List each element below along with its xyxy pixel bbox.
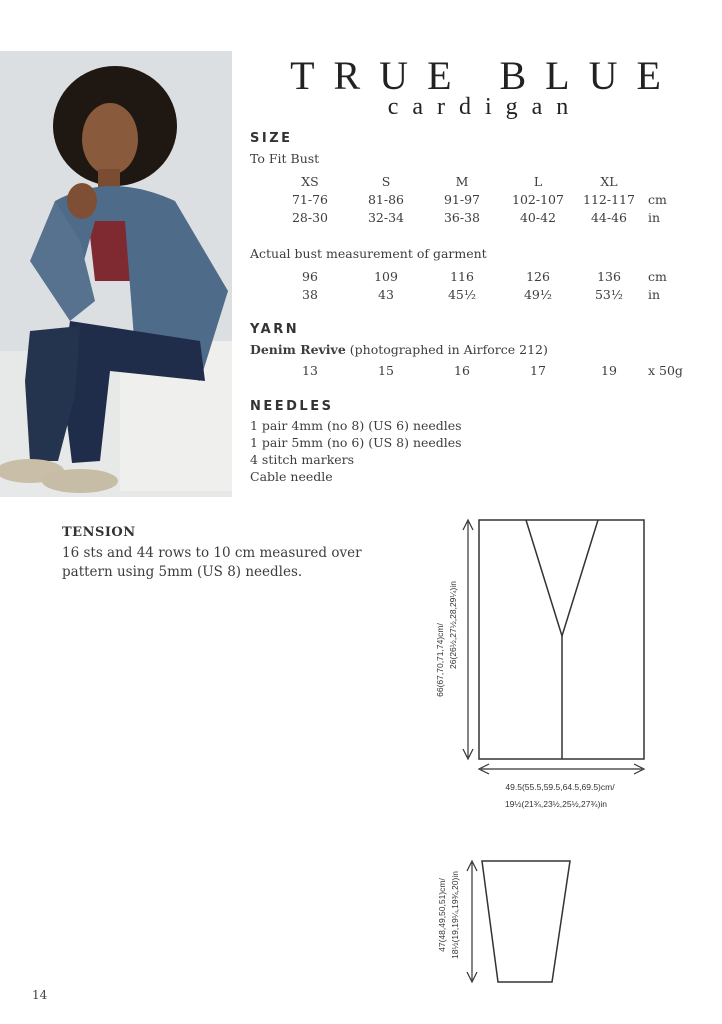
bust-in: 32-34 (367, 210, 405, 225)
bust-in: 36-38 (443, 210, 481, 225)
actual-cm: 126 (526, 269, 550, 284)
yarn-note: (photographed in Airforce 212) (349, 342, 548, 357)
needles-heading: NEEDLES (250, 399, 334, 414)
unit-in: in (648, 210, 661, 225)
size-label: M (455, 174, 469, 189)
front-opening-line (526, 520, 598, 636)
tension-heading: TENSION (62, 525, 136, 540)
bust-cm: 112-117 (583, 192, 635, 207)
tension-text: 16 sts and 44 rows to 10 cm measured over pattern using 5mm (US 8) needles. (62, 545, 362, 580)
size-label: XS (301, 174, 319, 189)
yarn-qty: 19 (601, 363, 617, 378)
actual-in: 38 (302, 287, 318, 302)
pattern-title: TRUE BLUE (290, 53, 680, 98)
sleeve-height-cm: 47(48,49,50,51)cm/ (437, 878, 447, 952)
size-label: S (381, 174, 391, 189)
bust-cm: 102-107 (512, 192, 564, 207)
yarn-heading: YARN (250, 322, 300, 337)
actual-cm: 136 (597, 269, 621, 284)
page-number: 14 (32, 988, 48, 1002)
fit-bust-label: To Fit Bust (250, 151, 320, 166)
actual-in: 43 (378, 287, 394, 302)
sleeve-outline (482, 861, 570, 982)
body-height-cm: 66(67,70,71,74)cm/ (435, 623, 445, 697)
yarn-qty: 16 (454, 363, 470, 378)
actual-cm: 109 (374, 269, 398, 284)
body-width-cm: 49.5(55.5,59.5,64.5,69.5)cm/ (505, 782, 615, 792)
unit-in: in (648, 287, 661, 302)
yarn-qty: 17 (530, 363, 546, 378)
needle-item: 1 pair 5mm (no 6) (US 8) needles (250, 435, 462, 450)
sleeve-height-in: 18½(19,19¼,19¾,20)in (450, 871, 460, 959)
bust-cm: 71-76 (291, 192, 329, 207)
pattern-subtitle: cardigan (387, 94, 583, 120)
actual-in: 49½ (523, 287, 553, 302)
bust-cm: 91-97 (443, 192, 481, 207)
actual-cm: 96 (302, 269, 318, 284)
yarn-unit: x 50g (648, 363, 683, 378)
unit-cm: cm (648, 269, 667, 284)
needle-item: Cable needle (250, 469, 333, 484)
actual-cm: 116 (450, 269, 474, 284)
actual-bust-label: Actual bust measurement of garment (250, 246, 487, 261)
actual-in: 53½ (594, 287, 624, 302)
actual-in: 45½ (447, 287, 477, 302)
body-width-in: 19½(21¾,23½,25½,27¾)in (504, 799, 608, 809)
yarn-name: Denim Revive (250, 342, 346, 357)
size-label: L (533, 174, 543, 189)
needle-item: 1 pair 4mm (no 8) (US 6) needles (250, 418, 462, 433)
bust-in: 44-46 (590, 210, 628, 225)
yarn-qty: 15 (378, 363, 394, 378)
body-height-in: 26(26½,27½,28,29¼)in (448, 581, 458, 669)
unit-cm: cm (648, 192, 667, 207)
size-label: XL (600, 174, 618, 189)
bust-in: 28-30 (291, 210, 329, 225)
yarn-qty: 13 (302, 363, 318, 378)
size-heading: SIZE (250, 131, 293, 146)
bust-in: 40-42 (519, 210, 557, 225)
needle-item: 4 stitch markers (250, 452, 355, 467)
bust-cm: 81-86 (367, 192, 405, 207)
